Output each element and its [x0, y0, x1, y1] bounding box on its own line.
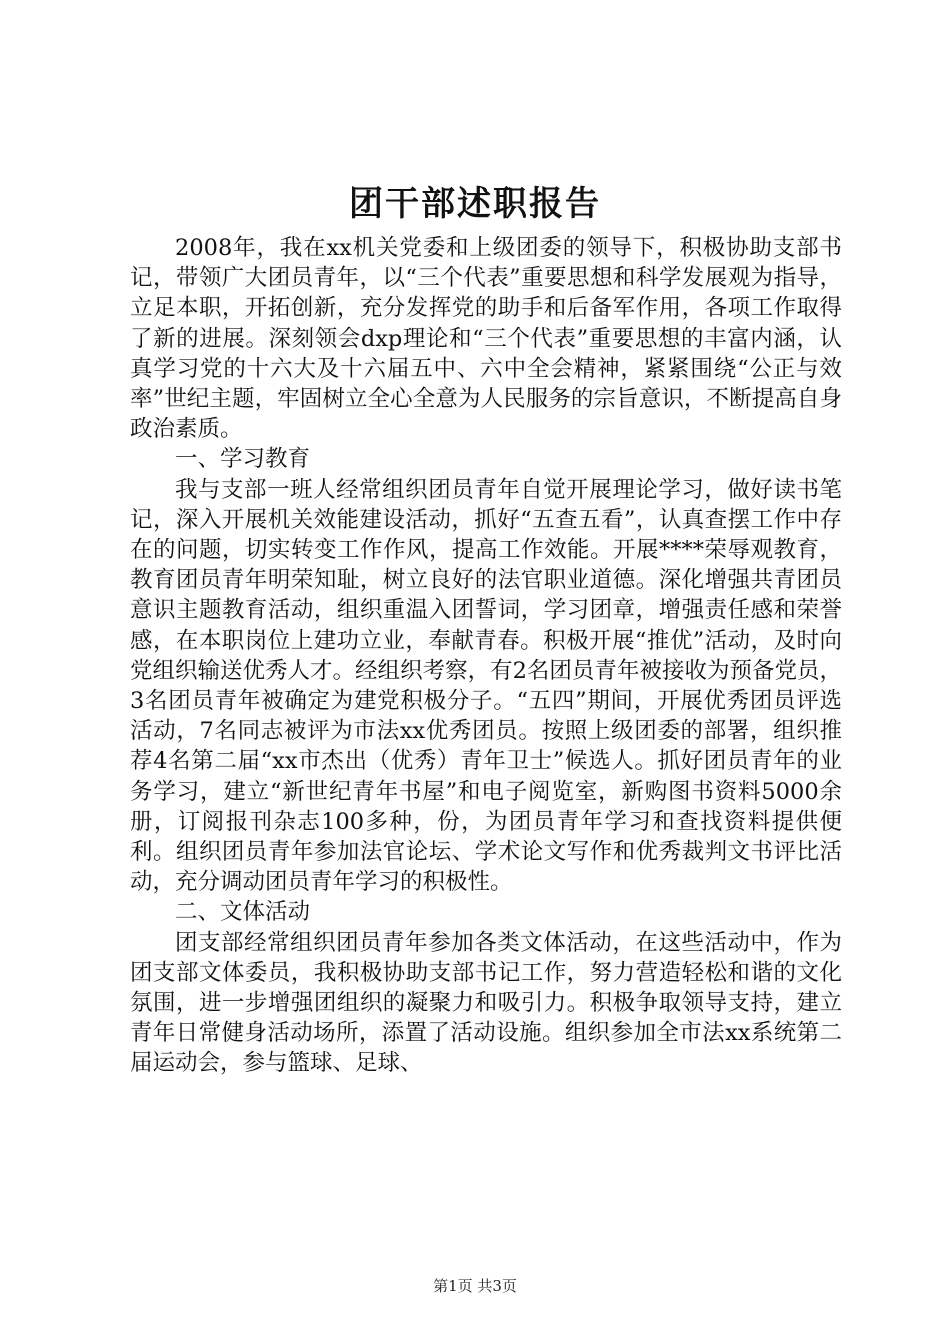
intro-paragraph: 2008年，我在xx机关党委和上级团委的领导下，积极协助支部书记，带领广大团员青年，以“三个代表”重要思想和科学发展观为指导，立足本职，开拓创新，充分发挥党的助手和后备军作用，各项工作取得了新的进展。深刻领会dxp理论和“三个代表”重要思想的丰富内涵，认真学习党的十六大及十六届五中、六中全会精神，紧紧围绕“公正与效率”世纪主题，牢固树立全心全意为人民服务的宗旨意识，不断提高自身政治素质。 [130, 235, 842, 443]
document-title: 团干部述职报告 [349, 184, 601, 224]
section-heading-culture-sports: 二、文体活动 [175, 899, 311, 926]
culture-sports-paragraph: 团支部经常组织团员青年参加各类文体活动，在这些活动中，作为团支部文体委员，我积极协助支部书记工作，努力营造轻松和谐的文化氛围，进一步增强团组织的凝聚力和吸引力。积极争取领导支持，建立青年日常健身活动场所，添置了活动设施。组织参加全市法xx系统第二届运动会，参与篮球、足球、 [130, 929, 842, 1077]
study-paragraph: 我与支部一班人经常组织团员青年自觉开展理论学习，做好读书笔记，深入开展机关效能建设活动，抓好“五查五看”，认真查摆工作中存在的问题，切实转变工作作风，提高工作效能。开展****荣辱观教育，教育团员青年明荣知耻，树立良好的法官职业道德。深化增强共青团员意识主题教育活动，组织重温入团誓词，学习团章，增强责任感和荣誉感，在本职岗位上建功立业，奉献青春。积极开展“推优”活动，及时向党组织输送优秀人才。经组织考察，有2名团员青年被接收为预备党员，3名团员青年被确定为建党积极分子。“五四”期间，开展优秀团员评选活动，7名同志被评为市法xx优秀团员。按照上级团委的部署，组织推荐4名第二届“xx市杰出（优秀）青年卫士”候选人。抓好团员青年的业务学习，建立“新世纪青年书屋”和电子阅览室，新购图书资料5000余册，订阅报刊杂志100多种，份，为团员青年学习和查找资料提供便利。组织团员青年参加法官论坛、学术论文写作和优秀裁判文书评比活动，充分调动团员青年学习的积极性。 [130, 476, 842, 896]
document-body [130, 233, 842, 1079]
section-heading-study: 一、学习教育 [175, 446, 311, 473]
page-footer: 第1页 共3页 [433, 1277, 517, 1295]
